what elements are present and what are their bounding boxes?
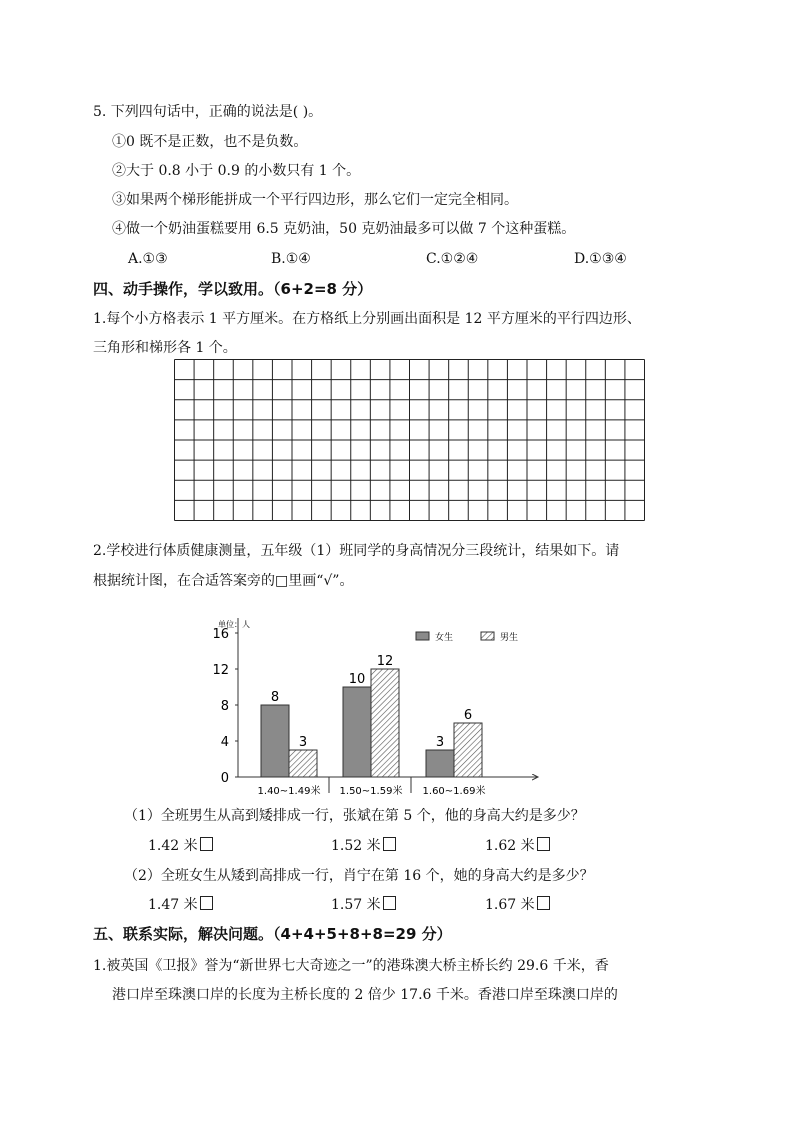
sub2-option-2-label: 1.57 米 [331,897,381,913]
legend-label: 男生 [500,633,519,643]
sub1-option-2-label: 1.52 米 [331,838,381,854]
q5-option-c[interactable]: C.①②④ [426,251,479,267]
bar-value-label: 6 [463,708,473,723]
section5-title: 五、联系实际，解决问题。（4+4+5+8+8=29 分） [93,925,452,943]
bar-girls [261,705,289,777]
bar-value-label: 12 [376,654,394,669]
s5-q1-line1: 1.被英国《卫报》誉为“新世界七大奇迹之一”的港珠澳大桥主桥长约 29.6 千米，香 [93,958,609,974]
y-tick-label: 0 [220,771,229,786]
bar-boys [454,723,482,777]
bar-value-label: 3 [298,735,308,750]
q5-statement-3: ③如果两个梯形能拼成一个平行四边形，那么它们一定完全相同。 [112,192,518,208]
s4-sub1: （1）全班男生从高到矮排成一行，张斌在第 5 个，他的身高大约是多少？ [124,808,585,824]
bar-boys [289,750,317,777]
s4-q1-line2: 三角形和梯形各 1 个。 [93,340,237,356]
checkbox[interactable] [383,896,396,910]
q5-stem: 5. 下列四句话中，正确的说法是( )。 [93,104,323,120]
checkbox[interactable] [537,837,550,851]
section4-title: 四、动手操作，学以致用。（6+2=8 分） [93,280,373,298]
legend-swatch [416,632,429,640]
sub1-option-3[interactable] [485,836,550,856]
legend-swatch [481,632,494,640]
y-tick-label: 16 [212,627,229,642]
s4-q2-line1: 2.学校进行体质健康测量，五年级（1）班同学的身高情况分三段统计，结果如下。请 [93,543,620,559]
sub1-option-2[interactable] [331,836,396,856]
y-tick-label: 8 [220,699,229,714]
x-tick-label: 1.40~1.49米 [257,786,321,797]
sub2-option-3-label: 1.67 米 [485,897,535,913]
sub2-option-3[interactable] [485,895,550,915]
x-tick-label: 1.60~1.69米 [422,786,486,797]
s5-q1-line2: 港口岸至珠澳口岸的长度为主桥长度的 2 倍少 17.6 千米。香港口岸至珠澳口岸的 [112,987,618,1003]
s4-q2-line2: 根据统计图，在合适答案旁的□里画“√”。 [93,573,354,589]
bar-value-label: 3 [435,735,445,750]
sub2-option-1-label: 1.47 米 [148,897,198,913]
q5-statement-4: ④做一个奶油蛋糕要用 6.5 克奶油，50 克奶油最多可以做 7 个这种蛋糕。 [112,221,576,237]
grid-paper[interactable] [174,359,645,523]
sub1-option-1[interactable] [148,836,213,856]
chart-unit-label: 单位：人 [218,620,250,629]
sub1-option-1-label: 1.42 米 [148,838,198,854]
q5-option-a[interactable]: A.①③ [128,251,168,267]
height-bar-chart [200,608,545,808]
q5-option-b[interactable]: B.①④ [271,251,311,267]
q5-statement-1: ①0 既不是正数，也不是负数。 [112,134,308,150]
checkbox[interactable] [200,837,213,851]
sub2-option-1[interactable] [148,895,213,915]
legend-label: 女生 [435,633,454,643]
y-tick-label: 12 [212,663,229,678]
q5-statement-2: ②大于 0.8 小于 0.9 的小数只有 1 个。 [112,163,361,179]
bar-girls [343,687,371,777]
bar-boys [371,669,399,777]
checkbox[interactable] [383,837,396,851]
sub2-option-2[interactable] [331,895,396,915]
bar-girls [426,750,454,777]
bar-value-label: 10 [348,672,366,687]
s4-q1-line1: 1.每个小方格表示 1 平方厘米。在方格纸上分别画出面积是 12 平方厘米的平行四边形、 [93,311,641,327]
y-tick-label: 4 [220,735,229,750]
sub1-option-3-label: 1.62 米 [485,838,535,854]
s4-sub2: （2）全班女生从矮到高排成一行，肖宁在第 16 个，她的身高大约是多少？ [124,868,594,884]
checkbox[interactable] [537,896,550,910]
q5-option-d[interactable]: D.①③④ [574,251,627,267]
checkbox[interactable] [200,896,213,910]
x-tick-label: 1.50~1.59米 [339,786,403,797]
bar-value-label: 8 [270,690,280,705]
